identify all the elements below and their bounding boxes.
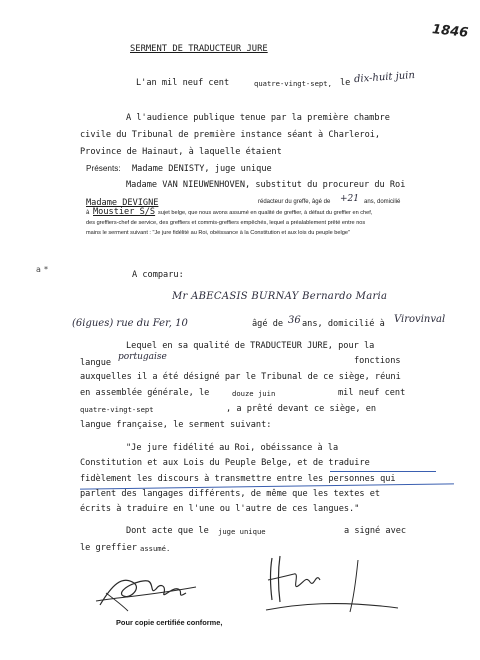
clerk-line2-rest: sujet belge, que nous avons assumé en qualité de greffier, à défaut du greffier en chef, (158, 210, 373, 216)
para1-line2: civile du Tribunal de première instance séant à Charleroi, (80, 130, 381, 140)
quality-line4-prefix: en assemblée générale, le (80, 388, 210, 398)
quality-line2-prefix: langue (80, 358, 112, 368)
date-line-year: quatre-vingt-sept, (254, 79, 332, 88)
clerk-signature (258, 550, 408, 620)
clerk-line1-end: ans, domicilié (364, 199, 401, 205)
closing-line1-prefix: Dont acte que le (126, 526, 209, 536)
margin-mark-star: * (44, 265, 48, 274)
quality-line4-date: douze juin (232, 389, 276, 398)
quality-line1: Lequel en sa qualité de TRADUCTEUR JURE, pour la (126, 341, 375, 351)
comparu-name-handwritten: Mr ABECASIS BURNAY Bernardo Maria (172, 291, 388, 302)
presents-substitute: Madame VAN NIEUWENHOVEN, substitut du procureur du Roi (126, 180, 406, 190)
oath-line2: Constitution et aux Lois du Peuple Belge, et de traduire (80, 458, 370, 468)
document-title: SERMENT DE TRADUCTEUR JURE (130, 44, 268, 54)
quality-line4-end: mil neuf cent (338, 388, 406, 398)
para1-line1: A l'audience publique tenue par la première chambre (126, 113, 390, 123)
para1-line3: Province de Hainaut, à laquelle étaient (80, 147, 282, 157)
document-number: 1846 (431, 22, 469, 41)
presents-label: Présents: (86, 164, 121, 173)
comparu-age-suffix: ans, domicilié à (302, 319, 385, 329)
oath-line4: parlent des langages différents, de même que les textes et (80, 489, 381, 499)
presents-judge: Madame DENISTY, juge unique (132, 164, 272, 174)
quality-line6: langue française, le serment suivant: (80, 420, 272, 430)
margin-mark-a: a (36, 265, 41, 274)
oath-underline-1 (330, 471, 436, 472)
comparu-age: 36 (288, 315, 301, 326)
oath-line3: fidèlement les discours à transmettre entre les personnes qui (80, 474, 396, 484)
clerk-line1-rest: rédacteur du greffe, âgé de (258, 199, 331, 205)
comparu-age-prefix: âgé de (252, 319, 284, 329)
quality-line3: auxquelles il a été désigné par le Tribunal de ce siège, réuni (80, 372, 401, 382)
clerk-age-handwritten: +21 (340, 194, 359, 204)
judge-signature (92, 565, 202, 615)
date-line-day-handwritten: dix-huit juin (353, 69, 416, 86)
quality-line2-end: fonctions (354, 356, 401, 366)
date-line-le: le (340, 78, 351, 88)
comparu-address-handwritten: (6igues) rue du Fer, 10 (72, 318, 188, 329)
quality-line5-rest: , a prêté devant ce siège, en (226, 404, 377, 414)
quality-language-handwritten: portugaise (118, 352, 167, 362)
oath-line5: écrits à traduire en l'une ou l'autre de ces langues." (80, 504, 360, 514)
clerk-line4: mains le serment suivant : "Je jure fidélité au Roi, obéissance à la Constitution et aux lois du peuple belge" (86, 230, 350, 236)
closing-role: juge unique (218, 527, 266, 536)
date-line-prefix: L'an mil neuf cent (136, 78, 230, 88)
comparu-city-handwritten: Virovinval (394, 314, 446, 325)
closing-line2-role: assumé. (140, 544, 171, 553)
closing-line1-end: a signé avec (344, 526, 407, 536)
clerk-line2-prefix: à (86, 210, 90, 216)
certified-copy-label: Pour copie certifiée conforme, (116, 618, 223, 627)
quality-line5-date: quatre-vingt-sept (80, 405, 154, 414)
clerk-line3: des greffiers-chef de service, des greffiers et commis-greffiers empêchés, lequel a préalablement prêté entre nos (86, 220, 366, 226)
oath-line1: "Je jure fidélité au Roi, obéissance à la (126, 443, 339, 453)
clerk-place: Moustier S/S (93, 207, 156, 217)
closing-line2: le greffier (80, 543, 137, 553)
comparu-label: A comparu: (132, 270, 184, 280)
clerk-name: Madame DEVIGNE (86, 198, 159, 208)
